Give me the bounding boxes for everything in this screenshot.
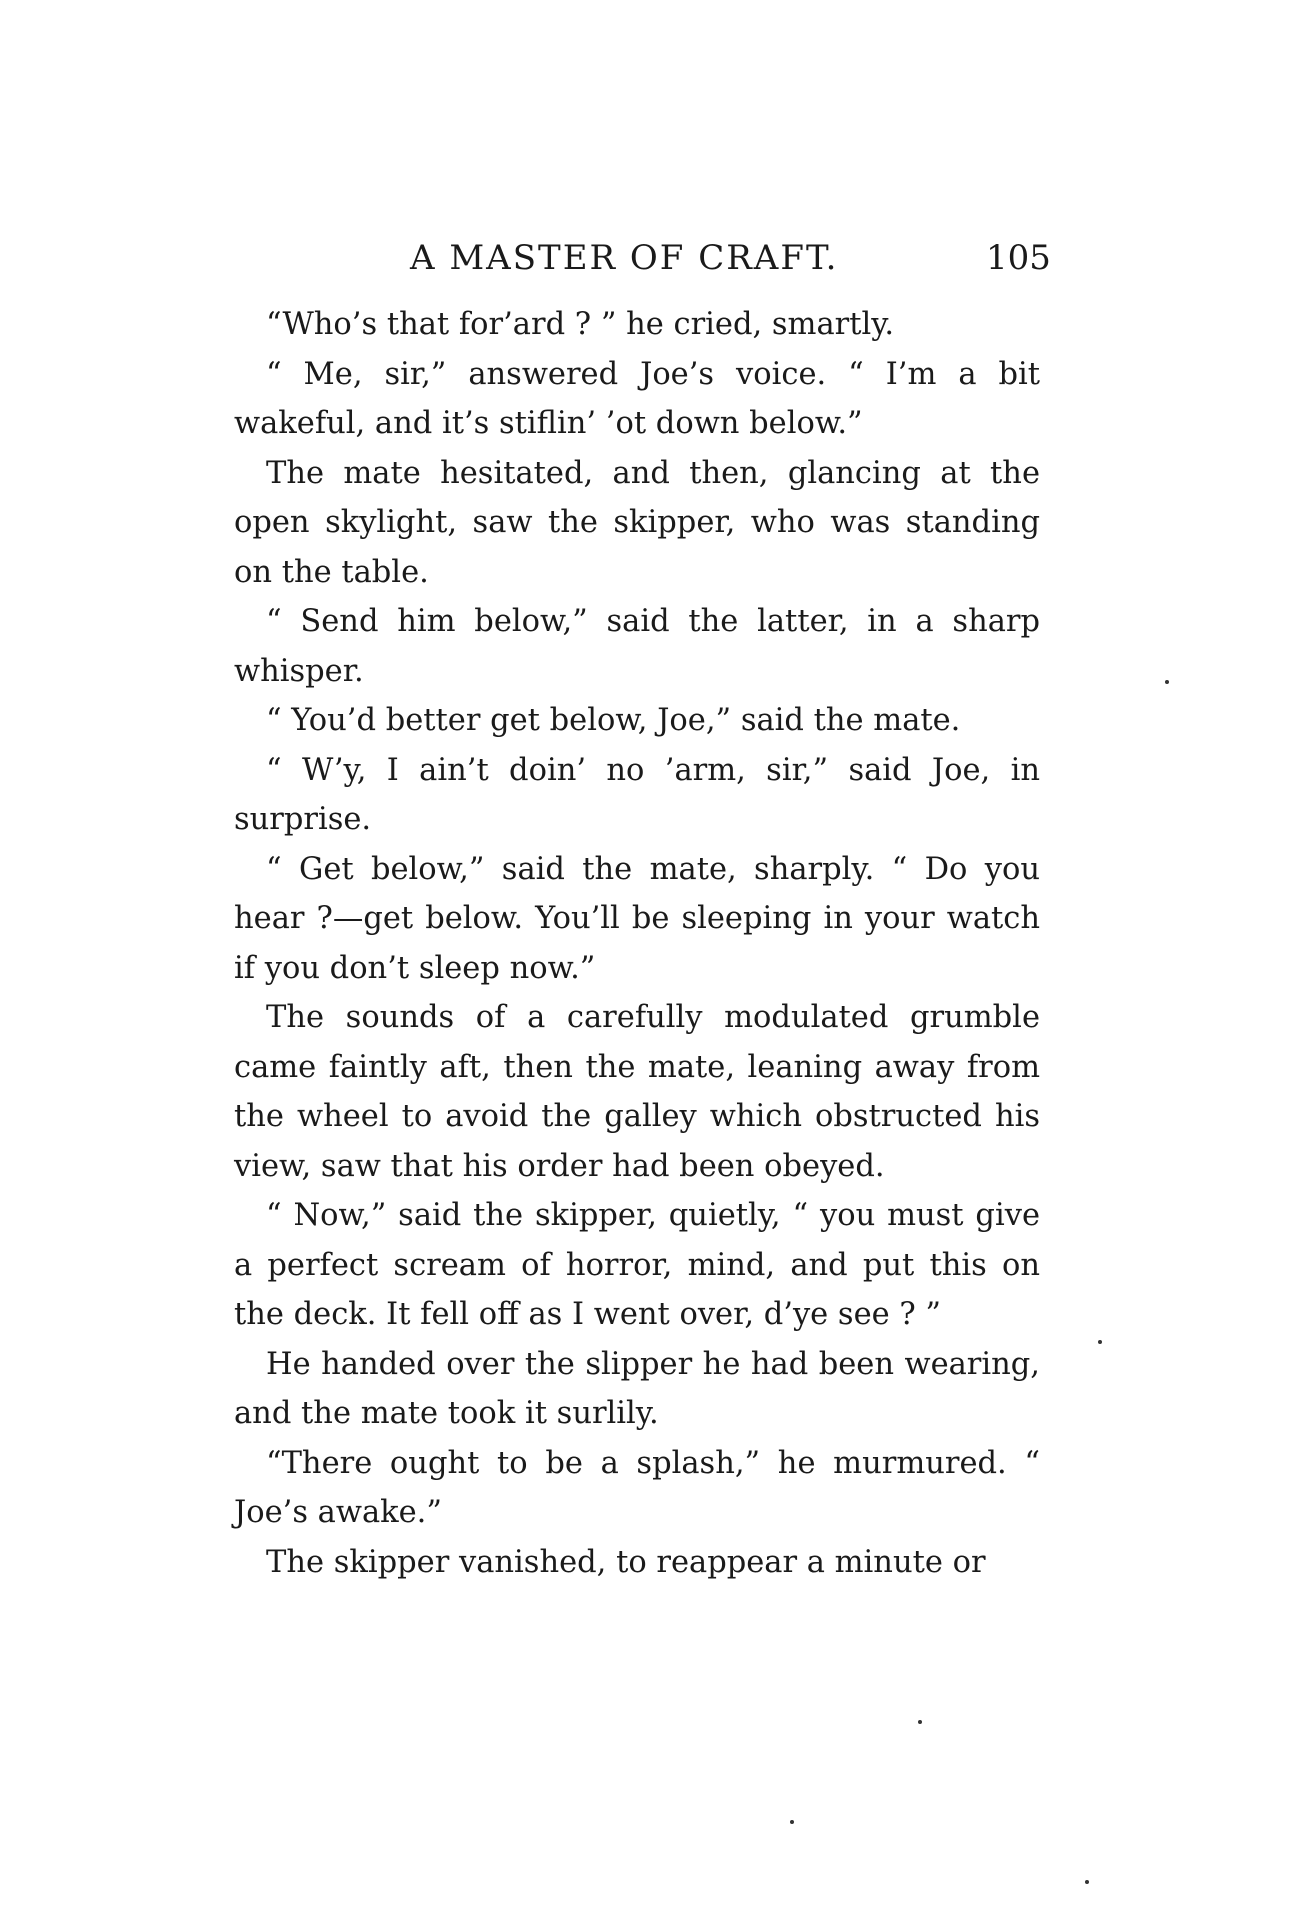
scan-speck [1098, 1340, 1102, 1344]
scan-speck [1085, 1880, 1089, 1884]
paragraph: “ Get below,” said the mate, sharply. “ Do you hear ?—get below. You’ll be sleeping in your watch if you don’t sleep now.” [234, 851, 1040, 986]
paragraph: “ Now,” said the skipper, quietly, “ you must give a perfect scream of horror, mind, and put this on the deck. It fell off as I went over, d’ye see ? ” [234, 1198, 1040, 1332]
paragraph: “ Me, sir,” answered Joe’s voice. “ I’m a bit wakeful, and it’s stiflin’ ’ot down below.” [234, 356, 1040, 441]
running-title: A MASTER OF CRAFT. [410, 238, 839, 278]
paragraph: He handed over the slipper he had been wearing, and the mate took it surlily. [234, 1346, 1040, 1431]
paragraph: The skipper vanished, to reappear a minute or [266, 1544, 986, 1580]
page-number: 105 [986, 238, 1051, 278]
paragraph: “ Send him below,” said the latter, in a sharp whisper. [234, 604, 1040, 689]
scan-speck [1165, 680, 1169, 684]
scan-speck [918, 1720, 922, 1724]
paragraph: “ You’d better get below, Joe,” said the mate. [266, 703, 961, 738]
scan-speck [790, 1820, 794, 1824]
paragraph: “ W’y, I ain’t doin’ no ’arm, sir,” said Joe, in surprise. [234, 752, 1040, 837]
paragraph: “There ought to be a splash,” he murmured. “ Joe’s awake.” [234, 1445, 1040, 1530]
paragraph: The sounds of a carefully modulated grumble came faintly aft, then the mate, leaning away from the wheel to avoid the galley which obstructed his view, saw that his order had been obeyed. [234, 1000, 1040, 1184]
paragraph: The mate hesitated, and then, glancing at the open skylight, saw the skipper, who was standing on the table. [234, 455, 1040, 590]
paragraph: “Who’s that for’ard ? ” he cried, smartly. [266, 307, 895, 342]
body-text [234, 300, 1040, 1587]
